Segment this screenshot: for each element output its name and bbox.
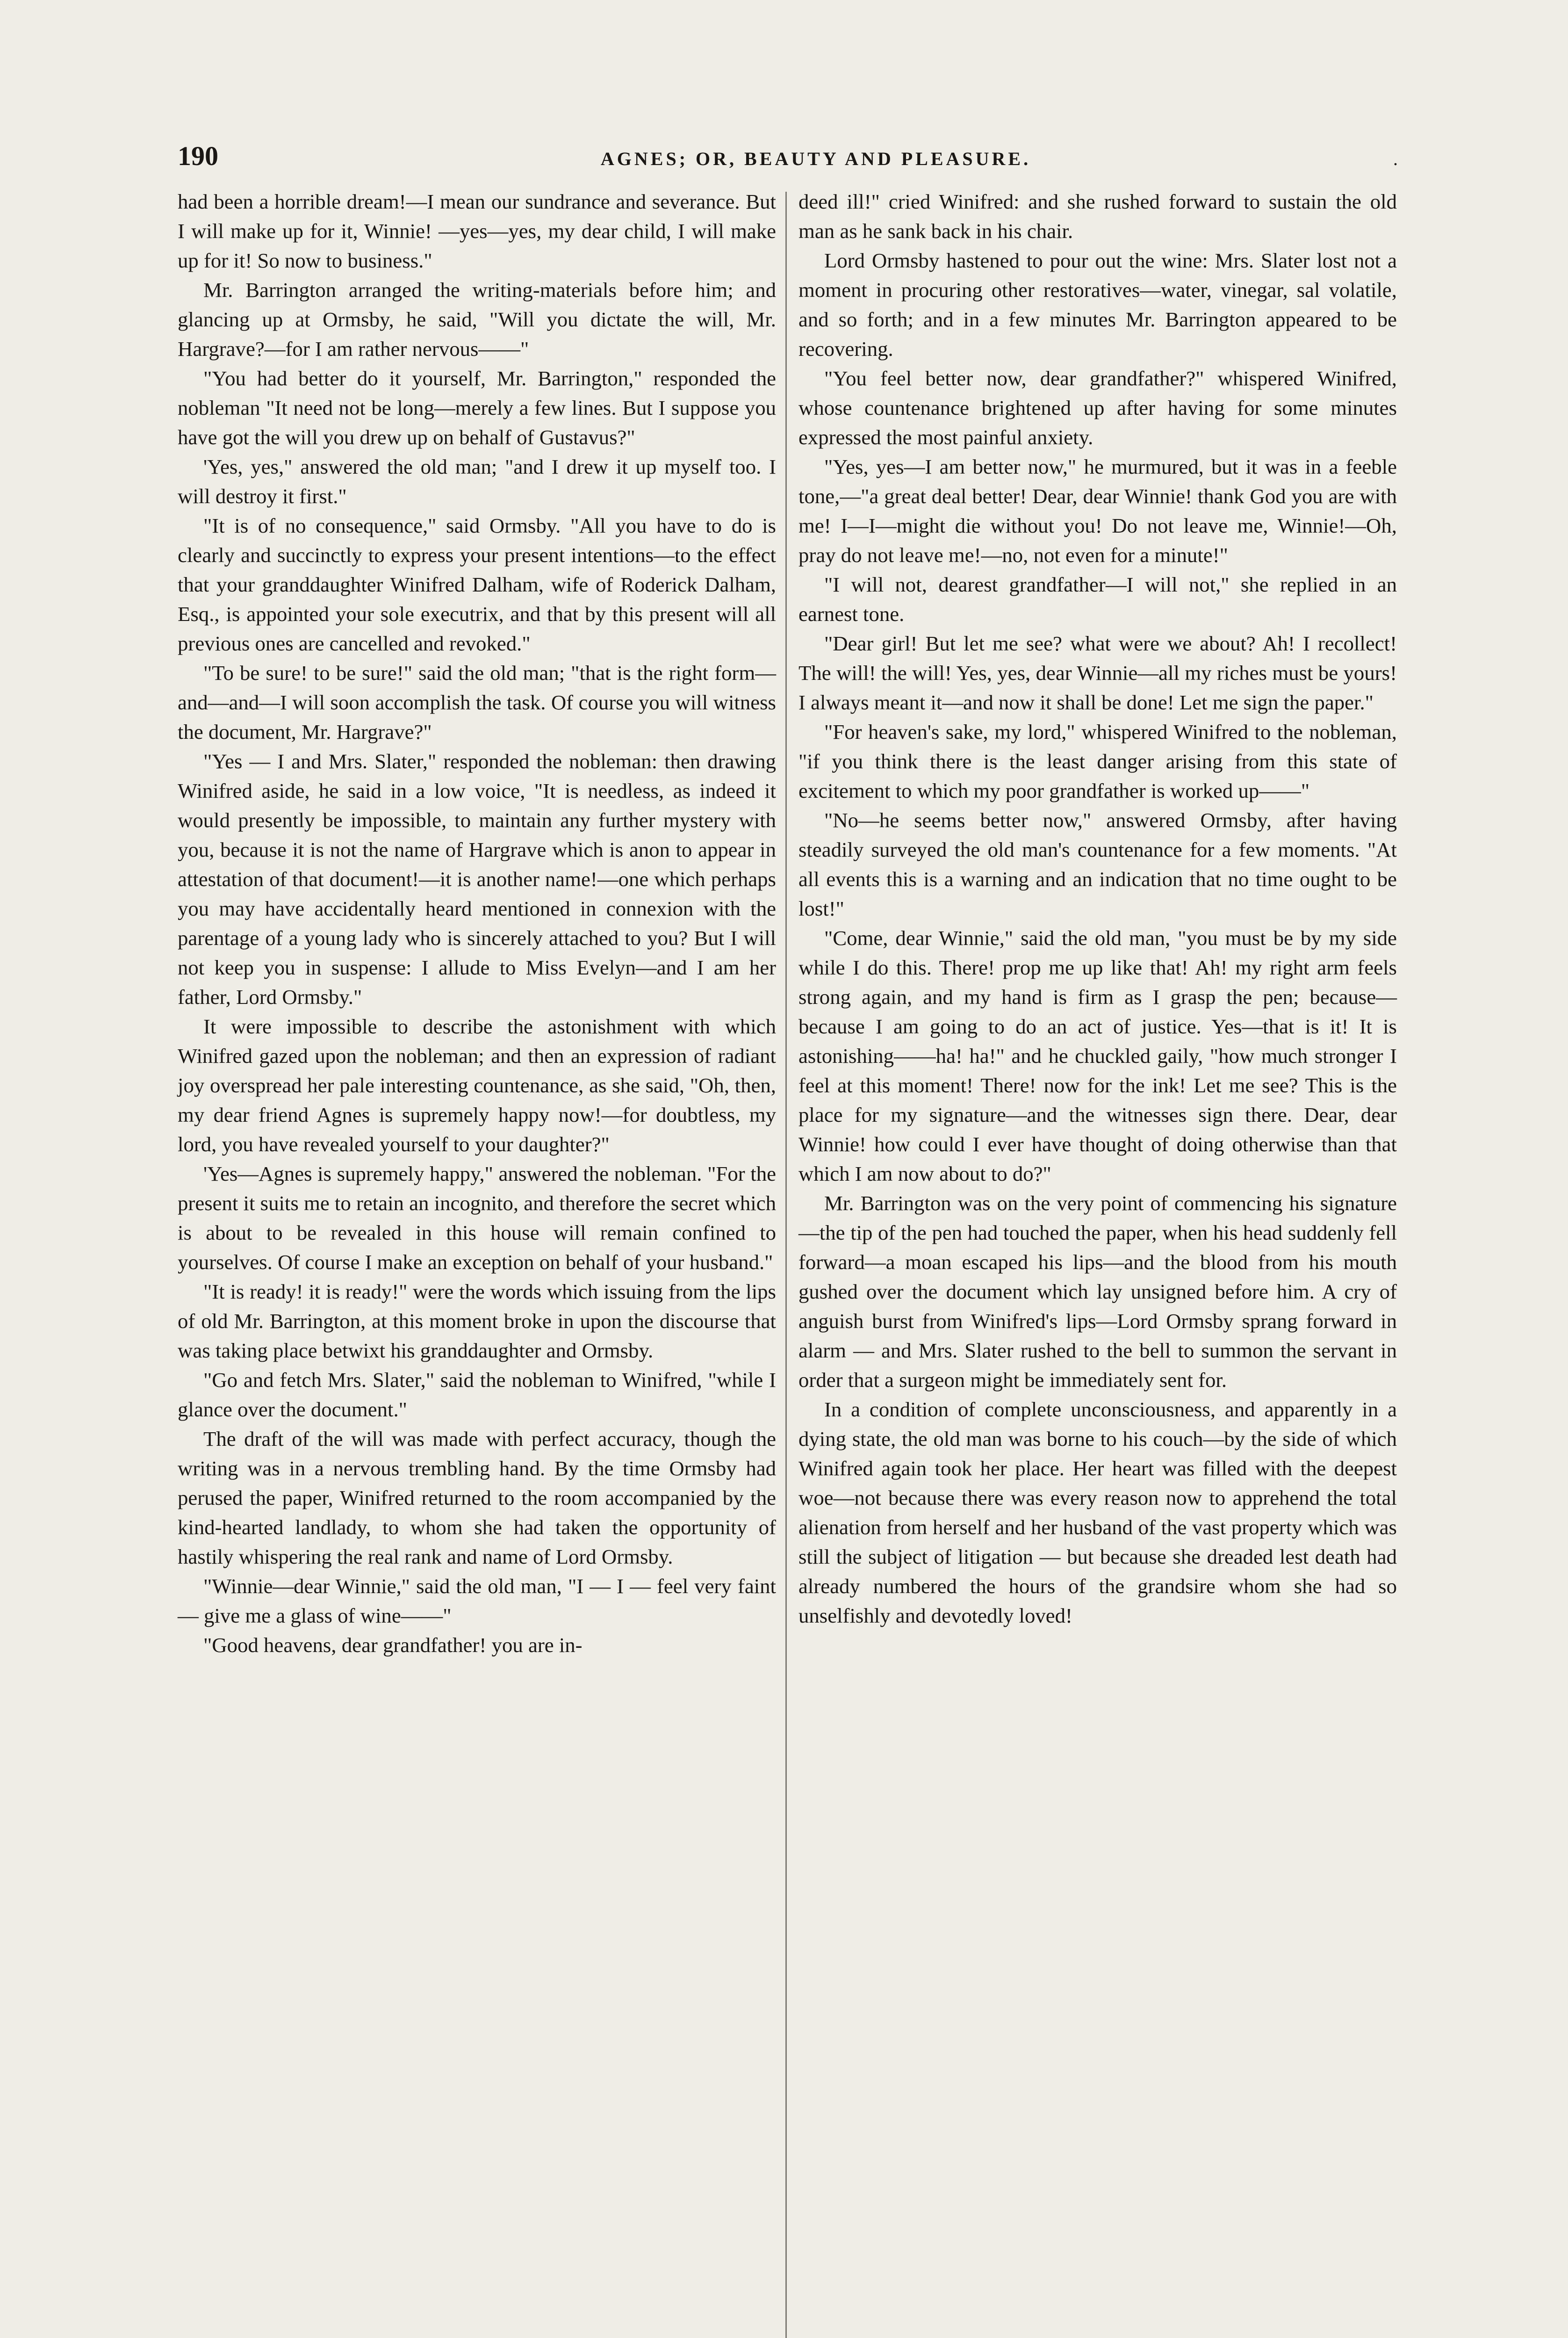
- paragraph: "Good heavens, dear grandfather! you are in-: [203, 1633, 583, 1657]
- header-mark: .: [1393, 148, 1398, 169]
- paragraph: "I will not, dearest grandfather—I will not," she replied in an earnest tone.: [798, 573, 1397, 626]
- column-divider: [785, 192, 787, 2338]
- paragraph: "It is ready! it is ready!" were the words which issuing from the lips of old Mr. Barrington, at this moment broke in upon the discourse that was taking place betwixt his granddaughter and Ormsby.: [178, 1280, 776, 1362]
- paragraph: In a condition of complete unconsciousness, and apparently in a dying state, the old man was borne to his couch—by the side of which Winifred again took her place. Her heart was filled with the deepest woe—not because there was every reason now to apprehend the total alienation from herself and her husband of the vast property which was still the subject of litigation — but because she dreaded lest death had already numbered the hours of the grandsire whom she had so unselfishly and devotedly loved!: [798, 1398, 1397, 1627]
- running-title: AGNES; OR, BEAUTY AND PLEASURE.: [600, 148, 1031, 169]
- page-number: 190: [178, 141, 218, 171]
- paragraph: had been a horrible dream!—I mean our sundrance and severance. But I will make up for it, Winnie! —yes—yes, my dear child, I will make up for it! So now to business.": [178, 190, 776, 272]
- paragraph: Mr. Barrington was on the very point of commencing his signature—the tip of the pen had touched the paper, when his head suddenly fell forward—a moan escaped his lips—and the blood from his mouth gushed over the document which lay unsigned before him. A cry of anguish burst from Winifred's lips—Lord Ormsby sprang forward in alarm — and Mrs. Slater rushed to the bell to summon the servant in order that a surgeon might be immediately sent for.: [798, 1191, 1397, 1392]
- paragraph: "For heaven's sake, my lord," whispered Winifred to the nobleman, "if you think there is the least danger arising from this state of excitement to which my poor grandfather is worked up——": [798, 720, 1397, 802]
- paragraph: "It is of no consequence," said Ormsby. "All you have to do is clearly and succinctly to express your present intentions—to the effect that your granddaughter Winifred Dalham, wife of Roderick Dalham, Esq., is appointed your sole executrix, and that by this present will all previous ones are cancelled and revoked.": [178, 514, 776, 655]
- paragraph: "You had better do it yourself, Mr. Barrington," responded the nobleman "It need not be long—merely a few lines. But I suppose you have got the will you drew up on behalf of Gustavus?": [178, 367, 776, 449]
- paragraph: The draft of the will was made with perfect accuracy, though the writing was in a nervous trembling hand. By the time Ormsby had perused the paper, Winifred returned to the room accompanied by the kind-hearted landlady, to whom she had taken the opportunity of hastily whispering the real rank and name of Lord Ormsby.: [178, 1427, 776, 1568]
- paragraph: "Winnie—dear Winnie," said the old man, "I — I — feel very faint — give me a glass of wine——": [178, 1574, 776, 1627]
- right-column: [798, 187, 1397, 1631]
- paragraph: It were impossible to describe the astonishment with which Winifred gazed upon the nobleman; and then an expression of radiant joy overspread her pale interesting countenance, as she said, "Oh, then, my dear friend Agnes is supremely happy now!—for doubtless, my lord, you have revealed yourself to your daughter?": [178, 1015, 776, 1156]
- paragraph: "Come, dear Winnie," said the old man, "you must be by my side while I do this. There! prop me up like that! Ah! my right arm feels strong again, and my hand is firm as I grasp the pen; because—because I am going to do an act of justice. Yes—that is it! It is astonishing——ha! ha!" and he chuckled gaily, "how much stronger I feel at this moment! There! now for the ink! Let me see? This is the place for my signature—and the witnesses sign there. Dear, dear Winnie! how could I ever have thought of doing otherwise than that which I am now about to do?": [798, 926, 1397, 1185]
- paragraph: Lord Ormsby hastened to pour out the wine: Mrs. Slater lost not a moment in procuring other restoratives—water, vinegar, sal volatile, and so forth; and in a few minutes Mr. Barrington appeared to be recovering.: [798, 249, 1397, 361]
- left-column: [178, 187, 776, 1660]
- paragraph: deed ill!" cried Winifred: and she rushed forward to sustain the old man as he sank back in his chair.: [798, 190, 1397, 243]
- paragraph: "Go and fetch Mrs. Slater," said the nobleman to Winifred, "while I glance over the document.": [178, 1368, 776, 1421]
- paragraph: "To be sure! to be sure!" said the old man; "that is the right form—and—and—I will soon accomplish the task. Of course you will witness the document, Mr. Hargrave?": [178, 661, 776, 743]
- paragraph: Mr. Barrington arranged the writing-materials before him; and glancing up at Ormsby, he said, "Will you dictate the will, Mr. Hargrave?—for I am rather nervous——": [178, 278, 776, 361]
- paragraph: "Dear girl! But let me see? what were we about? Ah! I recollect! The will! the will! Yes, yes, dear Winnie—all my riches must be yours! I always meant it—and now it shall be done! Let me sign the paper.": [798, 632, 1397, 714]
- paragraph: 'Yes—Agnes is supremely happy," answered the nobleman. "For the present it suits me to retain an incognito, and therefore the secret which is about to be revealed in this house will remain confined to yourselves. Of course I make an exception on behalf of your husband.": [178, 1162, 777, 1274]
- paragraph: 'Yes, yes," answered the old man; "and I drew it up myself too. I will destroy it first.": [178, 455, 776, 508]
- paragraph: "You feel better now, dear grandfather?" whispered Winifred, whose countenance brightened up after having for some minutes expressed the most painful anxiety.: [798, 367, 1397, 449]
- paragraph: "Yes, yes—I am better now," he murmured, but it was in a feeble tone,—"a great deal better! Dear, dear Winnie! thank God you are with me! I—I—might die without you! Do not leave me, Winnie!—Oh, pray do not leave me!—no, not even for a minute!": [798, 455, 1397, 567]
- paragraph: "Yes — I and Mrs. Slater," responded the nobleman: then drawing Winifred aside, he said in a low voice, "It is needless, as indeed it would presently be impossible, to maintain any further mystery with you, because it is not the name of Hargrave which is anon to appear in attestation of that document!—it is another name!—one which perhaps you may have accidentally heard mentioned in connexion with the parentage of a young lady who is sincerely attached to you? But I will not keep you in suspense: I allude to Miss Evelyn—and I am her father, Lord Ormsby.": [178, 750, 776, 1009]
- paragraph: "No—he seems better now," answered Ormsby, after having steadily surveyed the old man's countenance for a few moments. "At all events this is a warning and an indication that no time ought to be lost!": [798, 808, 1397, 920]
- running-head: [178, 140, 1398, 173]
